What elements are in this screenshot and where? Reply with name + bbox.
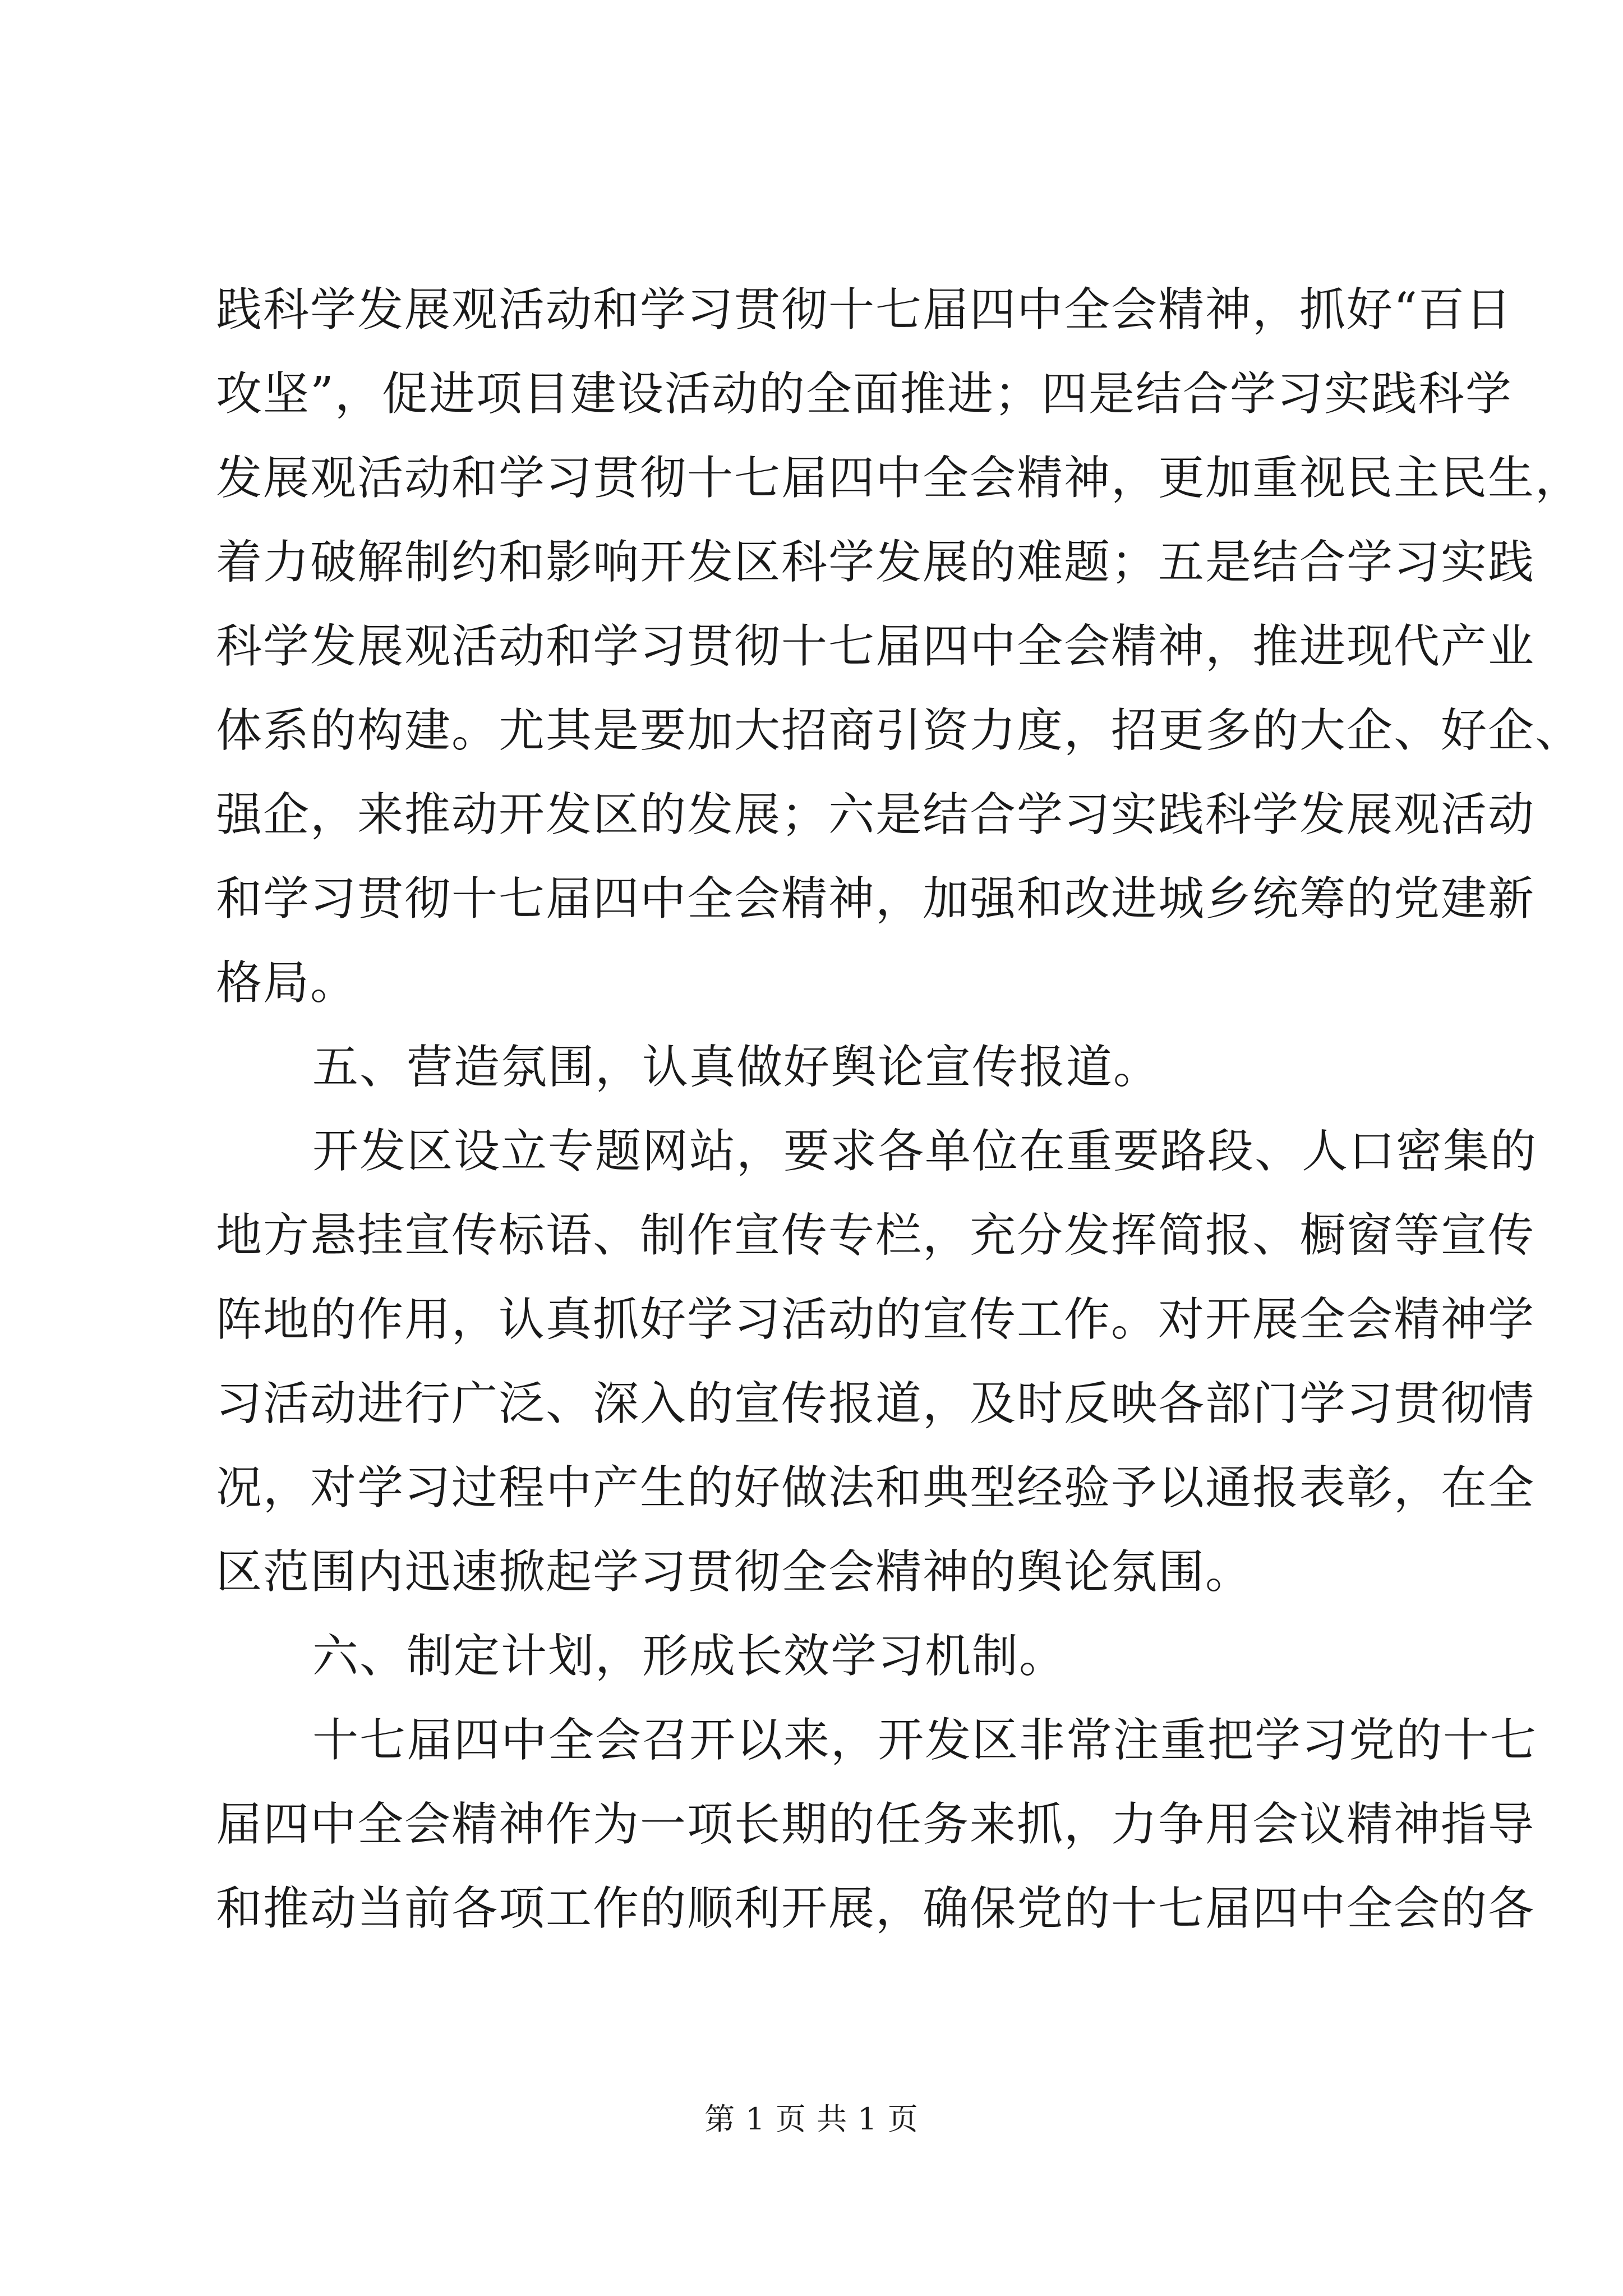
text-line: 和学习贯彻十七届四中全会精神，加强和改进城乡统筹的党建新 [216, 872, 1536, 926]
text-line: 阵地的作用，认真抓好学习活动的宣传工作。对开展全会精神学 [216, 1293, 1536, 1346]
paragraph-first-line: 开发区设立专题网站，要求各单位在重要路段、人口密集的 [312, 1125, 1538, 1178]
text-line: 践科学发展观活动和学习贯彻十七届四中全会精神，抓好“百日 [216, 283, 1513, 337]
paragraph-first-line: 十七届四中全会召开以来，开发区非常注重把学习党的十七 [312, 1714, 1538, 1767]
text-line: 强企，来推动开发区的发展；六是结合学习实践科学发展观活动 [216, 788, 1536, 841]
page-footer [0, 2097, 1623, 2142]
text-line: 攻坚”，促进项目建设活动的全面推进；四是结合学习实践科学 [216, 367, 1513, 421]
text-line: 着力破解制约和影响开发区科学发展的难题；五是结合学习实践 [216, 536, 1536, 589]
text-line: 习活动进行广泛、深入的宣传报道，及时反映各部门学习贯彻情 [216, 1377, 1536, 1430]
document-body [216, 268, 1583, 1951]
text-line: 体系的构建。尤其是要加大招商引资力度，招更多的大企、好企、 [216, 704, 1583, 757]
text-line: 发展观活动和学习贯彻十七届四中全会精神，更加重视民主民生， [216, 452, 1583, 505]
text-line: 届四中全会精神作为一项长期的任务来抓，力争用会议精神指导 [216, 1798, 1536, 1851]
page-number-label: 第 1 页 共 1 页 [704, 2101, 919, 2137]
text-line: 况，对学习过程中产生的好做法和典型经验予以通报表彰，在全 [216, 1461, 1536, 1515]
text-line: 地方悬挂宣传标语、制作宣传专栏，充分发挥简报、橱窗等宣传 [216, 1209, 1536, 1262]
text-line: 格局。 [216, 956, 358, 1010]
text-line: 和推动当前各项工作的顺利开展，确保党的十七届四中全会的各 [216, 1882, 1536, 1935]
section-heading-6: 六、制定计划，形成长效学习机制。 [312, 1630, 1067, 1683]
text-line: 科学发展观活动和学习贯彻十七届四中全会精神，推进现代产业 [216, 620, 1536, 673]
text-line: 区范围内迅速掀起学习贯彻全会精神的舆论氛围。 [216, 1545, 1253, 1599]
section-heading-5: 五、营造氛围，认真做好舆论宣传报道。 [312, 1041, 1161, 1094]
